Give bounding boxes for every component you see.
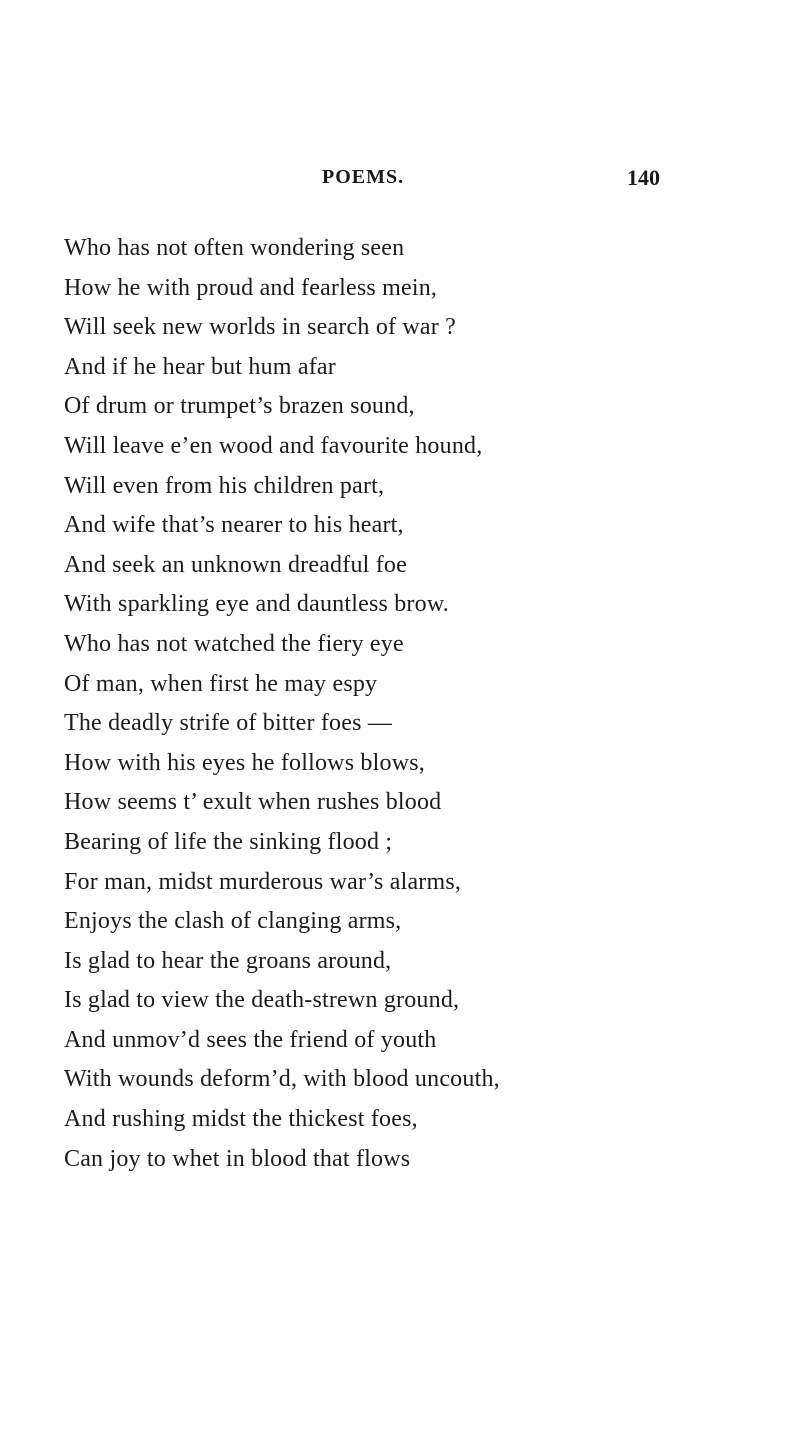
- poem-line: For man, midst murderous war’s alarms,: [64, 868, 462, 895]
- poem-line: Will even from his children part,: [64, 472, 385, 499]
- poem-line: Can joy to whet in blood that flows: [64, 1145, 411, 1172]
- running-head: [0, 166, 800, 196]
- poem-body: [64, 229, 744, 1179]
- poem-line: And seek an unknown dreadful foe: [64, 551, 407, 578]
- poem-line: The deadly strife of bitter foes —: [64, 710, 393, 737]
- poem-line: Of man, when first he may espy: [64, 670, 378, 697]
- poem-line: Is glad to view the death-strewn ground,: [64, 987, 460, 1014]
- poem-line: And rushing midst the thickest foes,: [64, 1106, 418, 1133]
- poem-line: And wife that’s nearer to his heart,: [64, 512, 404, 539]
- poem-line: Enjoys the clash of clanging arms,: [64, 908, 402, 935]
- poem-line: Of drum or trumpet’s brazen sound,: [64, 393, 415, 420]
- page-number: 140: [627, 165, 660, 190]
- poem-line: With wounds deform’d, with blood uncouth,: [64, 1066, 500, 1093]
- poem-line: How he with proud and fearless mein,: [64, 274, 438, 301]
- poem-line: With sparkling eye and dauntless brow.: [64, 591, 449, 618]
- poem-line: Bearing of life the sinking flood ;: [64, 828, 393, 855]
- poem-line: Will seek new worlds in search of war ?: [64, 314, 457, 341]
- poem-line: Is glad to hear the groans around,: [64, 947, 392, 974]
- poem-line: How seems t’ exult when rushes blood: [64, 789, 442, 816]
- running-title: POEMS.: [322, 166, 405, 188]
- poem-line: And if he hear but hum afar: [64, 353, 336, 380]
- poem-line: Who has not watched the fiery eye: [64, 630, 404, 657]
- poem-line: Who has not often wondering seen: [64, 235, 405, 261]
- poem-line: And unmov’d sees the friend of youth: [64, 1026, 437, 1053]
- poem-line: Will leave e’en wood and favourite hound,: [64, 432, 483, 459]
- poem-line: How with his eyes he follows blows,: [64, 749, 425, 776]
